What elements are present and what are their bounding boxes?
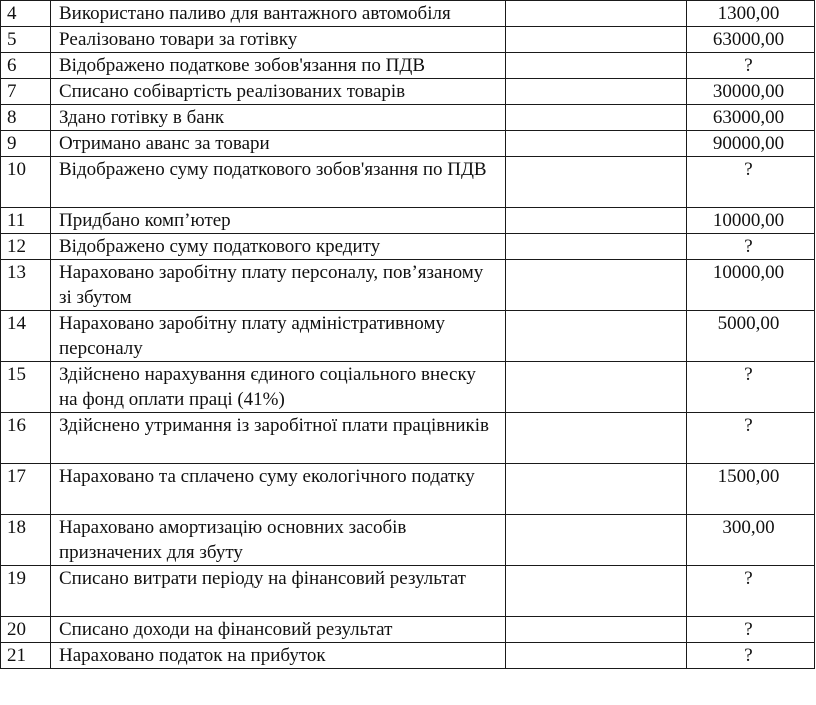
amount-cell: ? bbox=[687, 617, 815, 643]
empty-cell bbox=[506, 617, 687, 643]
table-row bbox=[1, 157, 815, 208]
table-row bbox=[1, 234, 815, 260]
operation-description: Використано паливо для вантажного автомобіля bbox=[51, 1, 506, 27]
amount-cell: 63000,00 bbox=[687, 27, 815, 53]
empty-cell bbox=[506, 643, 687, 669]
empty-cell bbox=[506, 362, 687, 413]
amount-cell: 10000,00 bbox=[687, 260, 815, 311]
row-number: 19 bbox=[1, 566, 51, 617]
table-row bbox=[1, 131, 815, 157]
amount-cell: ? bbox=[687, 362, 815, 413]
row-number: 13 bbox=[1, 260, 51, 311]
empty-cell bbox=[506, 464, 687, 515]
row-number: 11 bbox=[1, 208, 51, 234]
row-number: 7 bbox=[1, 79, 51, 105]
operation-description: Придбано комп’ютер bbox=[51, 208, 506, 234]
empty-cell bbox=[506, 157, 687, 208]
table-row bbox=[1, 311, 815, 362]
operation-description: Реалізовано товари за готівку bbox=[51, 27, 506, 53]
amount-cell: 300,00 bbox=[687, 515, 815, 566]
empty-cell bbox=[506, 79, 687, 105]
table-row bbox=[1, 105, 815, 131]
operation-description: Здійснено утримання із заробітної плати працівників bbox=[51, 413, 506, 464]
table-row bbox=[1, 260, 815, 311]
table-row bbox=[1, 643, 815, 669]
row-number: 4 bbox=[1, 1, 51, 27]
table-row bbox=[1, 515, 815, 566]
row-number: 17 bbox=[1, 464, 51, 515]
operation-description: Відображено суму податкового зобов'язання по ПДВ bbox=[51, 157, 506, 208]
empty-cell bbox=[506, 1, 687, 27]
amount-cell: 90000,00 bbox=[687, 131, 815, 157]
operation-description: Списано витрати періоду на фінансовий результат bbox=[51, 566, 506, 617]
operation-description: Відображено податкове зобов'язання по ПДВ bbox=[51, 53, 506, 79]
table-row bbox=[1, 566, 815, 617]
empty-cell bbox=[506, 515, 687, 566]
amount-cell: ? bbox=[687, 643, 815, 669]
table-row bbox=[1, 464, 815, 515]
row-number: 21 bbox=[1, 643, 51, 669]
row-number: 8 bbox=[1, 105, 51, 131]
amount-cell: 63000,00 bbox=[687, 105, 815, 131]
operation-description: Здано готівку в банк bbox=[51, 105, 506, 131]
row-number: 12 bbox=[1, 234, 51, 260]
row-number: 9 bbox=[1, 131, 51, 157]
row-number: 16 bbox=[1, 413, 51, 464]
empty-cell bbox=[506, 131, 687, 157]
operation-description: Отримано аванс за товари bbox=[51, 131, 506, 157]
amount-cell: 1500,00 bbox=[687, 464, 815, 515]
table-row bbox=[1, 617, 815, 643]
operation-description: Здійснено нарахування єдиного соціального внеску на фонд оплати праці (41%) bbox=[51, 362, 506, 413]
operation-description: Нараховано та сплачено суму екологічного податку bbox=[51, 464, 506, 515]
table-row bbox=[1, 1, 815, 27]
amount-cell: ? bbox=[687, 157, 815, 208]
operation-description: Списано доходи на фінансовий результат bbox=[51, 617, 506, 643]
row-number: 6 bbox=[1, 53, 51, 79]
empty-cell bbox=[506, 27, 687, 53]
amount-cell: 1300,00 bbox=[687, 1, 815, 27]
operation-description: Відображено суму податкового кредиту bbox=[51, 234, 506, 260]
operation-description: Нараховано податок на прибуток bbox=[51, 643, 506, 669]
empty-cell bbox=[506, 413, 687, 464]
row-number: 20 bbox=[1, 617, 51, 643]
operation-description: Списано собівартість реалізованих товарів bbox=[51, 79, 506, 105]
amount-cell: ? bbox=[687, 234, 815, 260]
empty-cell bbox=[506, 53, 687, 79]
amount-cell: 10000,00 bbox=[687, 208, 815, 234]
row-number: 15 bbox=[1, 362, 51, 413]
row-number: 5 bbox=[1, 27, 51, 53]
table-row bbox=[1, 413, 815, 464]
empty-cell bbox=[506, 234, 687, 260]
amount-cell: 5000,00 bbox=[687, 311, 815, 362]
table-row bbox=[1, 27, 815, 53]
amount-cell: ? bbox=[687, 413, 815, 464]
table-row bbox=[1, 79, 815, 105]
table-row bbox=[1, 362, 815, 413]
row-number: 14 bbox=[1, 311, 51, 362]
table-row bbox=[1, 53, 815, 79]
empty-cell bbox=[506, 566, 687, 617]
row-number: 10 bbox=[1, 157, 51, 208]
operation-description: Нараховано заробітну плату персоналу, пов’язаному зі збутом bbox=[51, 260, 506, 311]
amount-cell: ? bbox=[687, 566, 815, 617]
empty-cell bbox=[506, 105, 687, 131]
operation-description: Нараховано заробітну плату адміністративному персоналу bbox=[51, 311, 506, 362]
empty-cell bbox=[506, 260, 687, 311]
empty-cell bbox=[506, 311, 687, 362]
operation-description: Нараховано амортизацію основних засобів призначених для збуту bbox=[51, 515, 506, 566]
amount-cell: 30000,00 bbox=[687, 79, 815, 105]
empty-cell bbox=[506, 208, 687, 234]
table-row bbox=[1, 208, 815, 234]
row-number: 18 bbox=[1, 515, 51, 566]
amount-cell: ? bbox=[687, 53, 815, 79]
